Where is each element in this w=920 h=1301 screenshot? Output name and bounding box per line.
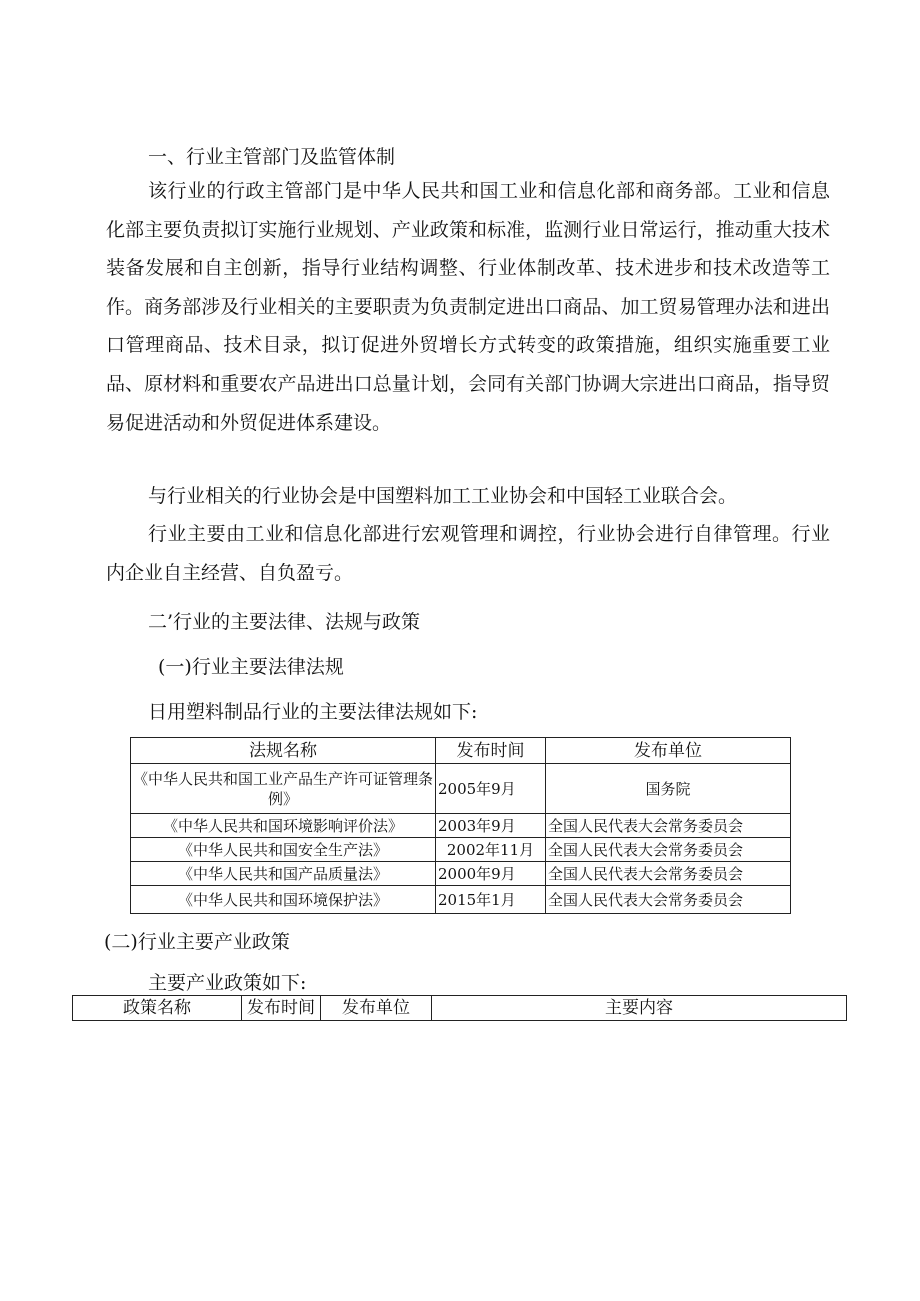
policy-header-date: 发布时间 (242, 996, 321, 1021)
law-name: 《中华人民共和国产品质量法》 (131, 862, 436, 886)
section-1-heading: 一、行业主管部门及监管体制 (148, 146, 396, 168)
law-date: 2000年9月 (436, 862, 546, 886)
section-1-paragraph-3: 行业主要由工业和信息化部进行宏观管理和调控，行业协会进行自律管理。行业内企业自主经营、自负盈亏。 (106, 523, 830, 584)
policy-header-name: 政策名称 (73, 996, 242, 1021)
law-date: 2003年9月 (436, 814, 546, 838)
laws-header-issuer: 发布单位 (546, 738, 791, 764)
policy-table-header (73, 996, 847, 1021)
laws-table-header (131, 738, 791, 764)
law-name: 《中华人民共和国环境保护法》 (131, 886, 436, 914)
policy-header-content: 主要内容 (432, 996, 847, 1021)
policies-intro: 主要产业政策如下: (148, 972, 307, 994)
law-date: 2005年9月 (436, 764, 546, 814)
law-issuer: 全国人民代表大会常务委员会 (546, 862, 791, 886)
section-1-paragraph-2: 与行业相关的行业协会是中国塑料加工工业协会和中国轻工业联合会。 (148, 485, 738, 507)
subsection-policies-heading: (二)行业主要产业政策 (104, 931, 290, 953)
laws-table (130, 737, 791, 914)
law-issuer: 全国人民代表大会常务委员会 (546, 814, 791, 838)
law-issuer: 全国人民代表大会常务委员会 (546, 886, 791, 914)
table-row (131, 862, 791, 886)
table-row (131, 886, 791, 914)
section-2-heading: 二’行业的主要法律、法规与政策 (148, 611, 421, 633)
law-issuer: 国务院 (546, 764, 791, 814)
policy-table (72, 995, 847, 1021)
law-issuer: 全国人民代表大会常务委员会 (546, 838, 791, 862)
table-row (131, 838, 791, 862)
subsection-laws-heading: (一)行业主要法律法规 (158, 656, 344, 678)
section-1-paragraph-1: 该行业的行政主管部门是中华人民共和国工业和信息化部和商务部。工业和信息化部主要负责拟订实施行业规划、产业政策和标准，监测行业日常运行，推动重大技术装备发展和自主创新，指导行业结构调整、行业体制改革、技术进步和技术改造等工作。商务部涉及行业相关的主要职责为负责制定进出口商品、加工贸易管理办法和进出口管理商品、技术目录，拟订促进外贸增长方式转变的政策措施，组织实施重要工业品、原材料和重要农产品进出口总量计划，会同有关部门协调大宗进出口商品，指导贸易促进活动和外贸促进体系建设。 (106, 180, 830, 434)
law-date: 2015年1月 (436, 886, 546, 914)
laws-intro: 日用塑料制品行业的主要法律法规如下: (148, 701, 478, 723)
laws-header-name: 法规名称 (131, 738, 436, 764)
law-name: 《中华人民共和国工业产品生产许可证管理条例》 (131, 764, 436, 814)
table-row (131, 764, 791, 814)
policy-header-issuer: 发布单位 (321, 996, 432, 1021)
law-name: 《中华人民共和国环境影响评价法》 (131, 814, 436, 838)
laws-header-date: 发布时间 (436, 738, 546, 764)
law-date: 2002年11月 (436, 838, 546, 862)
law-name: 《中华人民共和国安全生产法》 (131, 838, 436, 862)
table-row (131, 814, 791, 838)
